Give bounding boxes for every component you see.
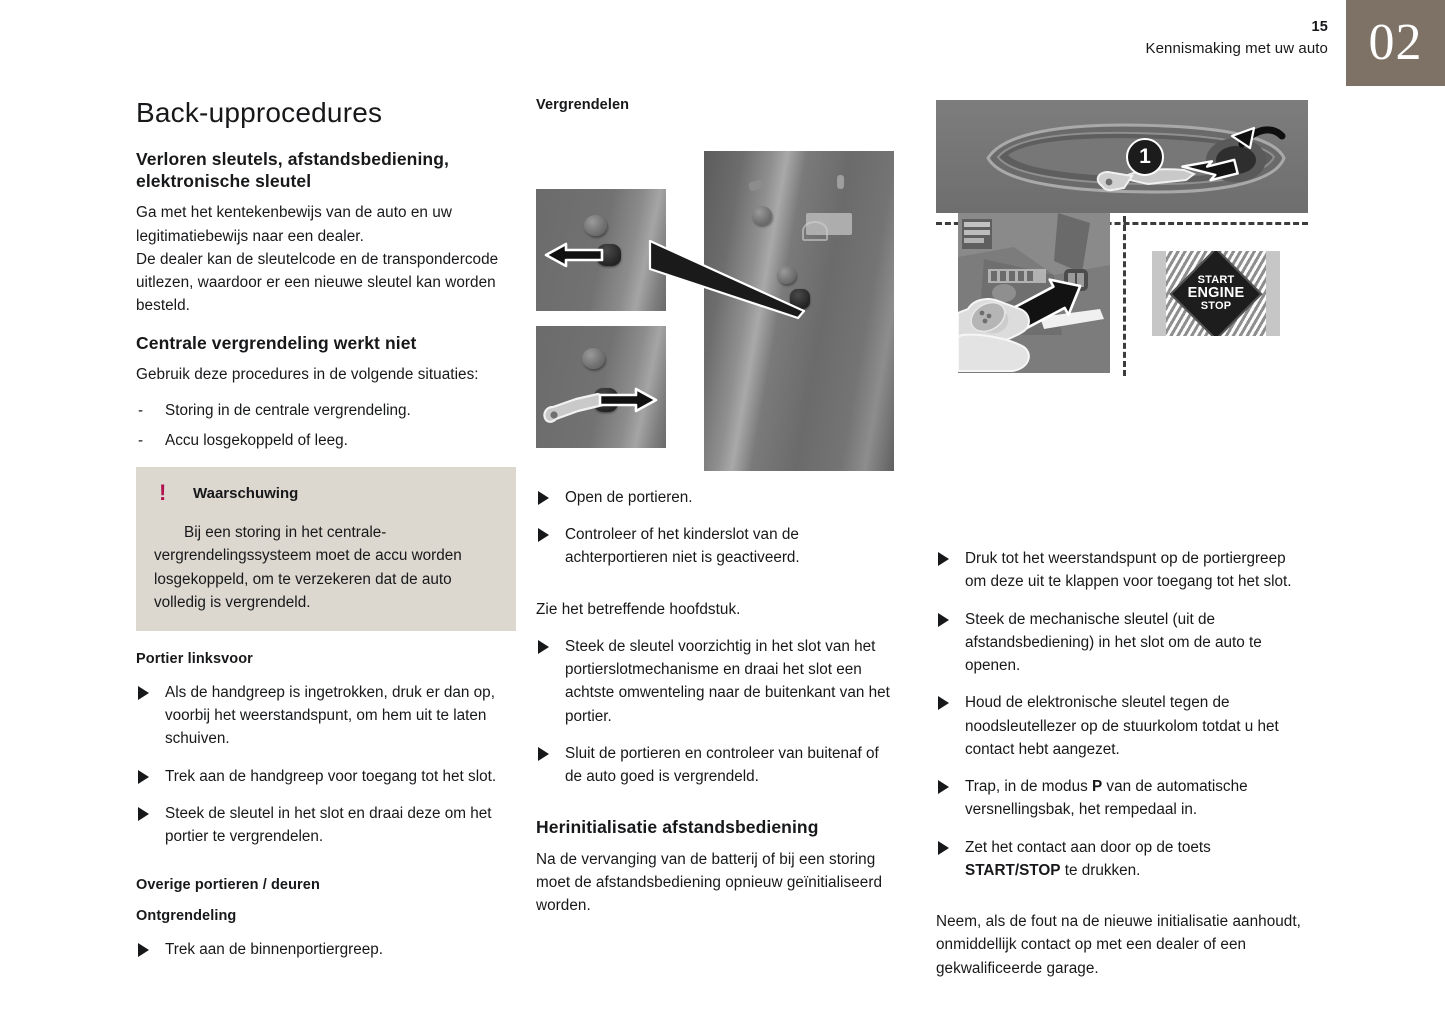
steps-right xyxy=(936,547,1308,882)
start-label: START xyxy=(1197,273,1235,286)
column-left xyxy=(136,96,516,975)
step-bold: START/STOP xyxy=(965,861,1061,879)
paragraph-reinit: Na de vervanging van de batterij of bij een storing moet de afstandsbediening opnieuw geïnitialiseerd worden. xyxy=(536,850,883,915)
list-item: Steek de sleutel in het slot en draai deze om het portier te vergrendelen. xyxy=(136,802,516,849)
list-item: Open de portieren. xyxy=(536,486,896,509)
start-engine-stop-button xyxy=(1152,251,1280,336)
list-item: Als de handgreep is ingetrokken, druk er dan op, voorbij het weerstandspunt, om hem uit te laten schuiven. xyxy=(136,681,516,751)
paragraph-closing: Neem, als de fout na de nieuwe initialisatie aanhoudt, onmiddellijk contact op met een dealer of een gekwalificeerde garage. xyxy=(936,913,1301,977)
list-item xyxy=(936,547,1308,594)
lock-thumbnail-unlocked xyxy=(536,189,666,311)
heading-locking: Vergrendelen xyxy=(536,97,630,113)
paragraph-central-locking: Gebruik deze procedures in de volgende situaties: xyxy=(136,366,479,384)
paragraph-lost-keys-2: De dealer kan de sleutelcode en de transpondercode uitlezen, waardoor er een nieuwe sleutel kan worden besteld. xyxy=(136,250,499,315)
step-text: van de automatische versnellingsbak, het rempedaal in. xyxy=(965,778,1248,819)
heading-unlocking: Ontgrendeling xyxy=(136,908,237,925)
heading-lost-keys: Verloren sleutels, afstandsbediening, elektronische sleutel xyxy=(136,148,449,191)
lock-thumbnail-key-inserted xyxy=(536,326,666,448)
section-title: Kennismaking met uw auto xyxy=(1145,39,1328,57)
arrow-right-icon xyxy=(596,386,658,414)
list-item: Trek aan de binnenportiergreep. xyxy=(136,938,516,961)
start-stop-label xyxy=(1188,275,1245,313)
paragraph-lost-keys-1: Ga met het kentekenbewijs van de auto en uw legitimatiebewijs naar een dealer. xyxy=(136,204,452,245)
list-item: Trek aan de handgreep voor toegang tot het slot. xyxy=(136,765,516,788)
list-item: Sluit de portieren en controleer van buitenaf of de auto goed is vergrendeld. xyxy=(536,742,896,789)
door-lock-mechanism-figure xyxy=(536,129,896,474)
heading-other-doors: Overige portieren / deuren xyxy=(136,877,320,894)
heading-reinit: Herinitialisatie afstandsbediening xyxy=(536,817,819,838)
list-item xyxy=(936,775,1308,822)
exclamation-mark-icon: ! xyxy=(159,480,167,506)
list-item xyxy=(936,691,1308,761)
warning-box xyxy=(136,467,516,631)
step-text: Houd de elektronische sleutel tegen de noodsleutellezer op de stuurkolom totdat u het contact hebt aangezet. xyxy=(965,694,1279,758)
steps-locking-b xyxy=(536,635,896,789)
list-item xyxy=(936,608,1308,678)
list-item: - Accu losgekoppeld of leeg. xyxy=(136,430,516,453)
step-text: Druk tot het weerstandspunt op de portiergreep om deze uit te klappen voor toegang tot het slot. xyxy=(965,550,1292,591)
engine-label: ENGINE xyxy=(1187,284,1245,301)
step-text: Steek de mechanische sleutel (uit de afstandsbediening) in het slot om de auto te openen. xyxy=(965,610,1262,674)
step-text: te drukken. xyxy=(1060,861,1141,879)
page-header xyxy=(1146,18,1329,59)
list-item xyxy=(936,836,1308,883)
callout-pointer xyxy=(648,239,808,324)
warning-title: Waarschuwing xyxy=(193,485,299,503)
column-right xyxy=(936,96,1308,994)
warning-body: Bij een storing in het centrale-vergrendelingssysteem moet de accu worden losgekoppeld, om te verzekeren dat de auto volledig is vergrendeld. xyxy=(154,524,462,611)
column-middle xyxy=(536,96,896,931)
stop-label: STOP xyxy=(1200,300,1232,313)
steps-front-left-door xyxy=(136,681,516,849)
list-item: Controleer of het kinderslot van de achterportieren niet is geactiveerd. xyxy=(536,523,896,570)
arrow-left-icon xyxy=(544,241,606,269)
list-item: - Storing in de centrale vergrendeling. xyxy=(136,400,516,423)
callout-badge-1: 1 xyxy=(1126,138,1164,176)
step-bold: P xyxy=(1091,778,1103,795)
chapter-number: 02 xyxy=(1368,14,1423,71)
situations-list xyxy=(136,400,516,453)
door-handle-figure xyxy=(936,100,1308,213)
steps-unlocking xyxy=(136,938,516,961)
divider-vertical xyxy=(1123,216,1126,376)
page-title: Back-upprocedures xyxy=(136,97,383,128)
chapter-tab xyxy=(1346,0,1445,86)
step-text: Trap, in de modus xyxy=(965,778,1092,795)
list-item: Steek de sleutel voorzichtig in het slot van het portierslotmechanisme en draai het slot een achtste omwenteling naar de buitenkant van het portier. xyxy=(536,635,896,728)
steps-locking-a xyxy=(536,486,896,570)
steering-column-key-reader-figure xyxy=(958,213,1110,373)
paragraph-see-chapter: Zie het betreffende hoofdstuk. xyxy=(536,600,741,618)
heading-central-locking: Centrale vergrendeling werkt niet xyxy=(136,332,417,353)
step-text: Zet het contact aan door op de toets xyxy=(965,838,1211,856)
heading-front-left-door: Portier linksvoor xyxy=(136,651,253,668)
page-number: 15 xyxy=(1311,19,1328,35)
